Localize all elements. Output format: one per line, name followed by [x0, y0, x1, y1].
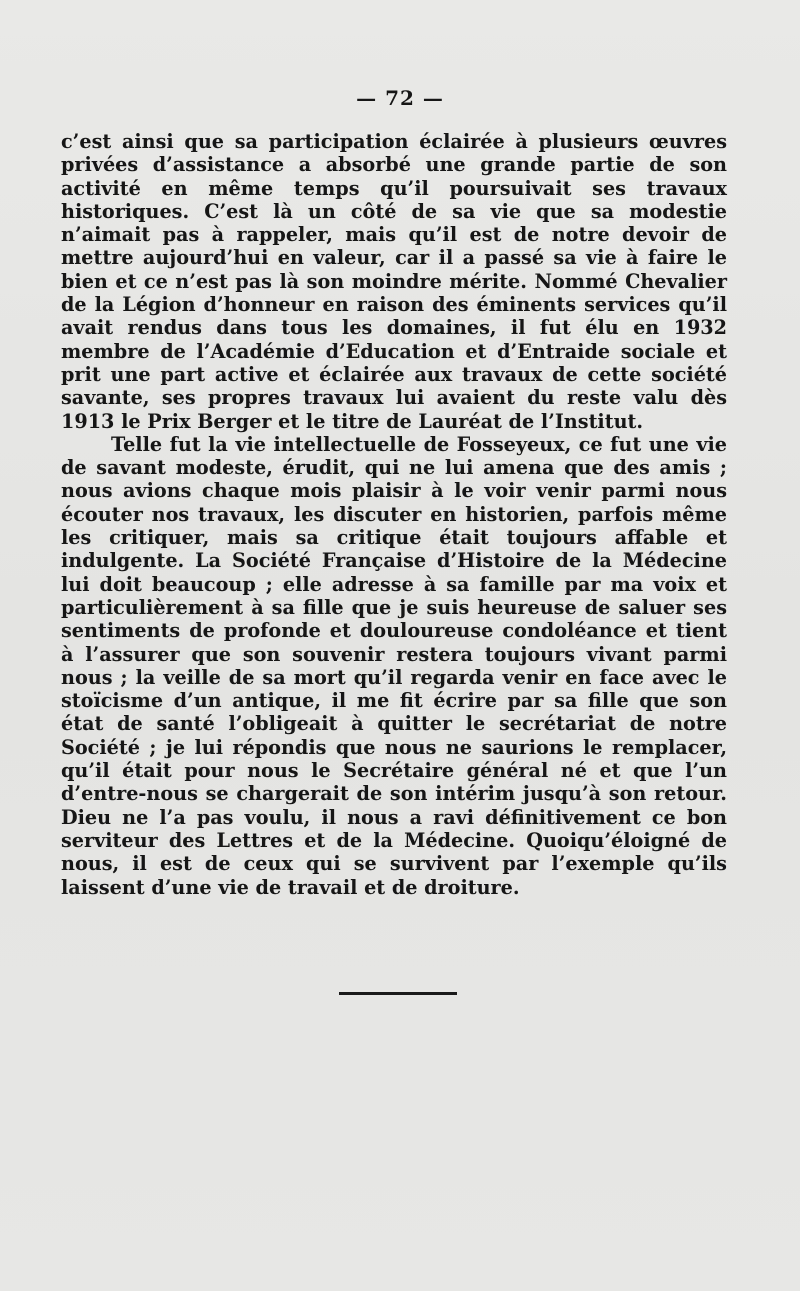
paragraph-1: c’est ainsi que sa participation éclairée à plusieurs œuvres privées d’assistance a absorbé une grande partie de son activité en même temps qu’il poursuivait ses travaux historiques. C’est là un côté de sa vie que sa modestie n’aimait pas à rappeler, mais qu’il est de notre devoir de mettre aujourd’hui en valeur, car il a passé sa vie à faire le bien et ce n’est pas là son moindre mérite. Nommé Chevalier de la Légion d’honneur en raison des éminents services qu’il avait rendus dans tous les domaines, il fut élu en 1932 membre de l’Académie d’Education et d’Entraide sociale et prit une part active et éclairée aux travaux de cette société savante, ses propres travaux lui avaient du reste valu dès 1913 le Prix Berger et le titre de Lauréat de l’Institut.	[61, 130, 727, 433]
page-number: — 72 —	[356, 86, 444, 110]
section-divider	[339, 992, 457, 995]
paragraph-2: Telle fut la vie intellectuelle de Fosseyeux, ce fut une vie de savant modeste, érudit, qui ne lui amena que des amis ; nous avions chaque mois plaisir à le voir venir parmi nous écouter nos travaux, les discuter en historien, parfois même les critiquer, mais sa critique était toujours affable et indulgente. La Société Française d’Histoire de la Médecine lui doit beaucoup ; elle adresse à sa famille par ma voix et particulièrement à sa fille que je suis heureuse de saluer ses sentiments de profonde et douloureuse condoléance et tient à l’assurer que son souvenir restera toujours vivant parmi nous ; la veille de sa mort qu’il regarda venir en face avec le stoïcisme d’un antique, il me fit écrire par sa fille que son état de santé l’obligeait à quitter le secrétariat de notre Société ; je lui répondis que nous ne saurions le remplacer, qu’il était pour nous le Secrétaire général né et que l’un d’entre-nous se chargerait de son intérim jusqu’à son retour. Dieu ne l’a pas voulu, il nous a ravi définitivement ce bon serviteur des Lettres et de la Médecine. Quoiqu’éloigné de nous, il est de ceux qui se survivent par l’exemple qu’ils laissent d’une vie de travail et de droiture.	[61, 432, 727, 899]
body-text	[61, 130, 727, 899]
